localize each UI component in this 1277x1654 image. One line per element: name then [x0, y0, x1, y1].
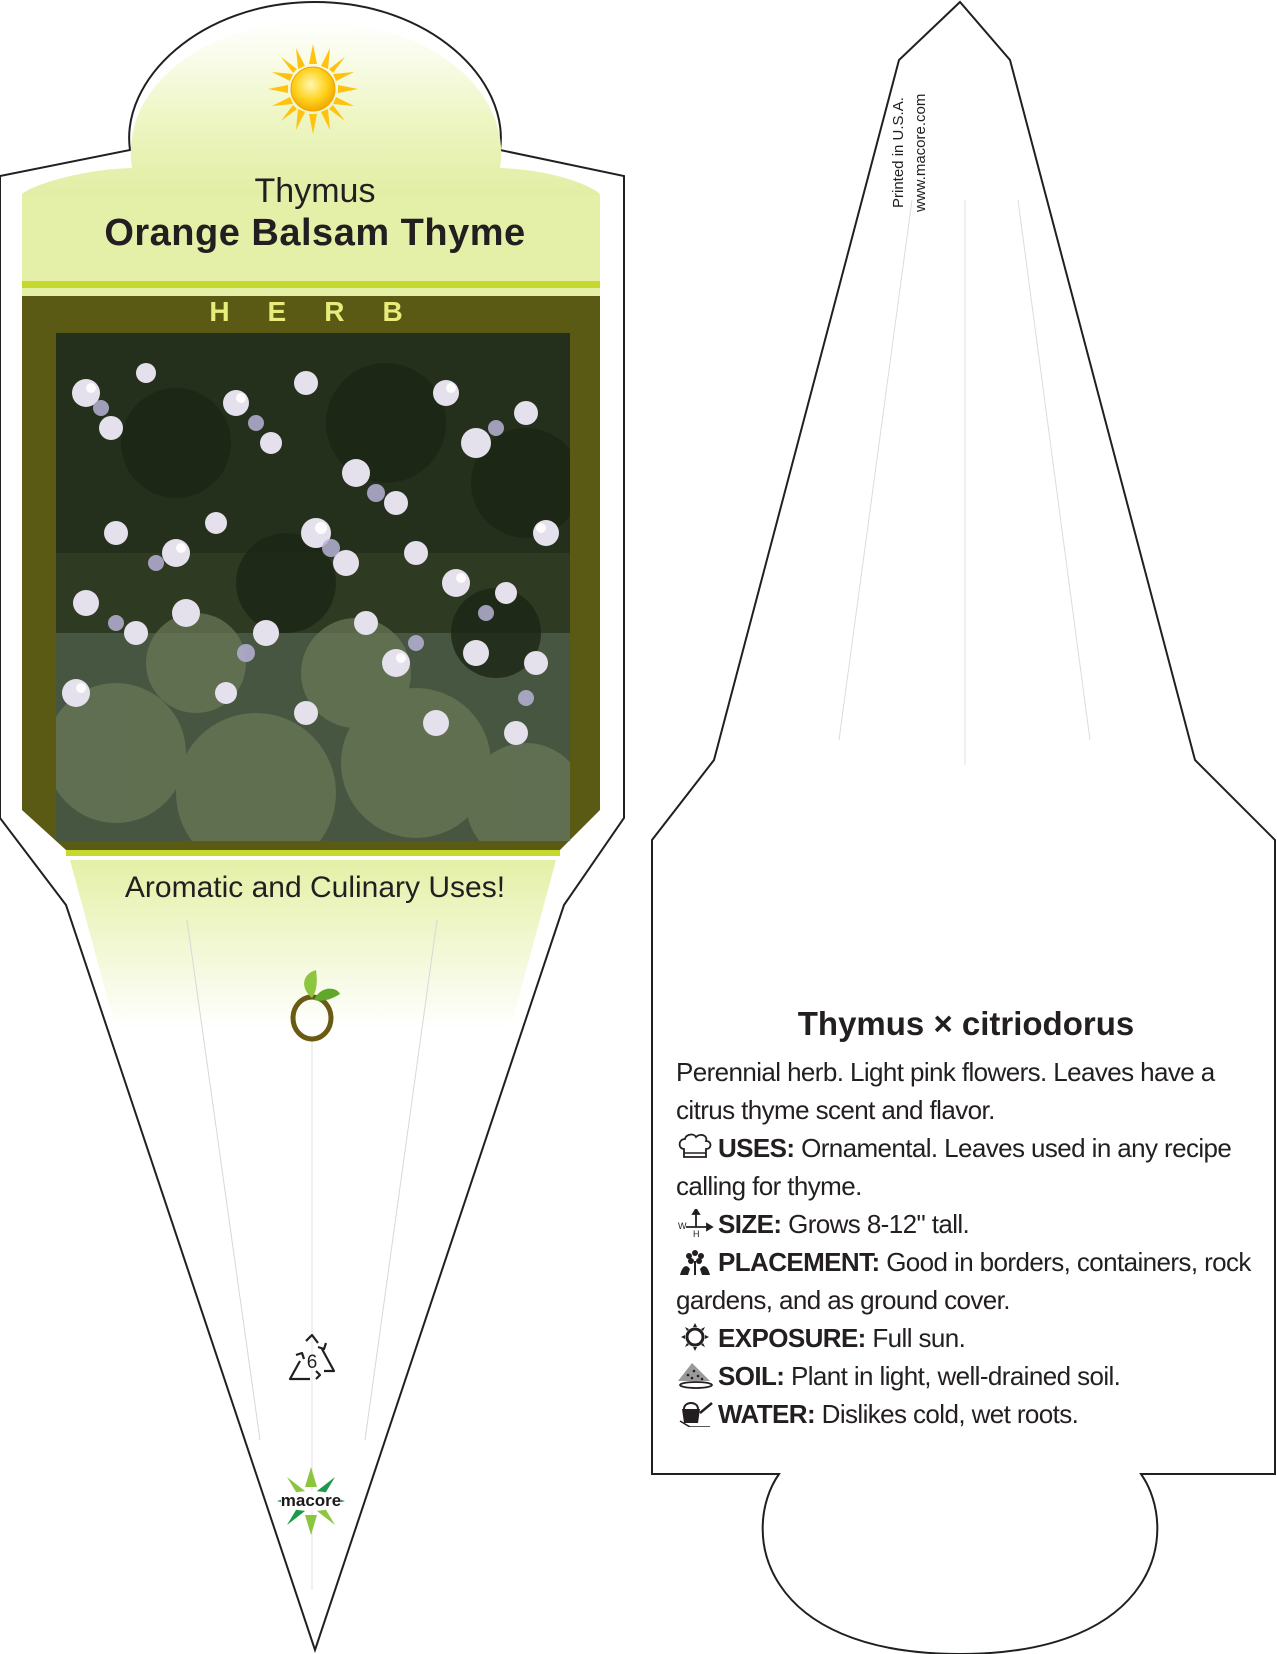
size-text: Grows 8-12" tall. [788, 1209, 970, 1239]
sun-icon [268, 44, 358, 134]
placement-text: Good in borders, containers, rock gardens, and as ground cover. [676, 1247, 1251, 1315]
tagline: Aromatic and Culinary Uses! [124, 871, 506, 904]
category-label: HERB [209, 296, 441, 327]
placement-label: PLACEMENT: [718, 1247, 880, 1277]
botanical-name: Thymus × citriodorus [797, 1005, 1135, 1042]
plant-info [676, 1005, 1256, 1433]
macore-logo [268, 1466, 354, 1536]
genus-name: Thymus [254, 172, 376, 210]
water-label: WATER: [718, 1399, 816, 1429]
chef-hat-icon [676, 1133, 714, 1161]
water-text: Dislikes cold, wet roots. [821, 1399, 1079, 1429]
size-arrows-icon [676, 1209, 714, 1237]
size-label: SIZE: [718, 1209, 782, 1239]
common-name: Orange Balsam Thyme [104, 212, 526, 254]
svg-text:H: H [693, 1229, 699, 1237]
exposure-text: Full sun. [872, 1323, 966, 1353]
brand-name: macore [280, 1491, 342, 1510]
plant-photo [56, 333, 570, 841]
print-info [890, 48, 1090, 212]
printed-in-text: Printed in U.S.A. [890, 97, 907, 208]
recycle-code: 6 [306, 1352, 318, 1373]
flower-placement-icon [676, 1247, 714, 1275]
description: Perennial herb. Light pink flowers. Leaves have a citrus thyme scent and flavor. [676, 1057, 1215, 1125]
placement-row [676, 1243, 1256, 1319]
soil-icon [676, 1361, 714, 1389]
recycle-6-icon [286, 1333, 338, 1383]
soil-row [676, 1357, 1256, 1395]
uses-row [676, 1129, 1256, 1205]
svg-text:W: W [678, 1221, 686, 1231]
watering-can-icon [676, 1399, 714, 1427]
leaf-seed-icon [286, 968, 342, 1044]
uses-label: USES: [718, 1133, 795, 1163]
exposure-row [676, 1319, 1256, 1357]
exposure-label: EXPOSURE: [718, 1323, 866, 1353]
soil-text: Plant in light, well-drained soil. [790, 1361, 1121, 1391]
website-text: www.macore.com [912, 93, 929, 212]
water-row [676, 1395, 1256, 1433]
uses-text: Ornamental. Leaves used in any recipe calling for thyme. [676, 1133, 1232, 1201]
sun-exposure-icon [676, 1323, 714, 1351]
size-row [676, 1205, 1256, 1243]
soil-label: SOIL: [718, 1361, 785, 1391]
